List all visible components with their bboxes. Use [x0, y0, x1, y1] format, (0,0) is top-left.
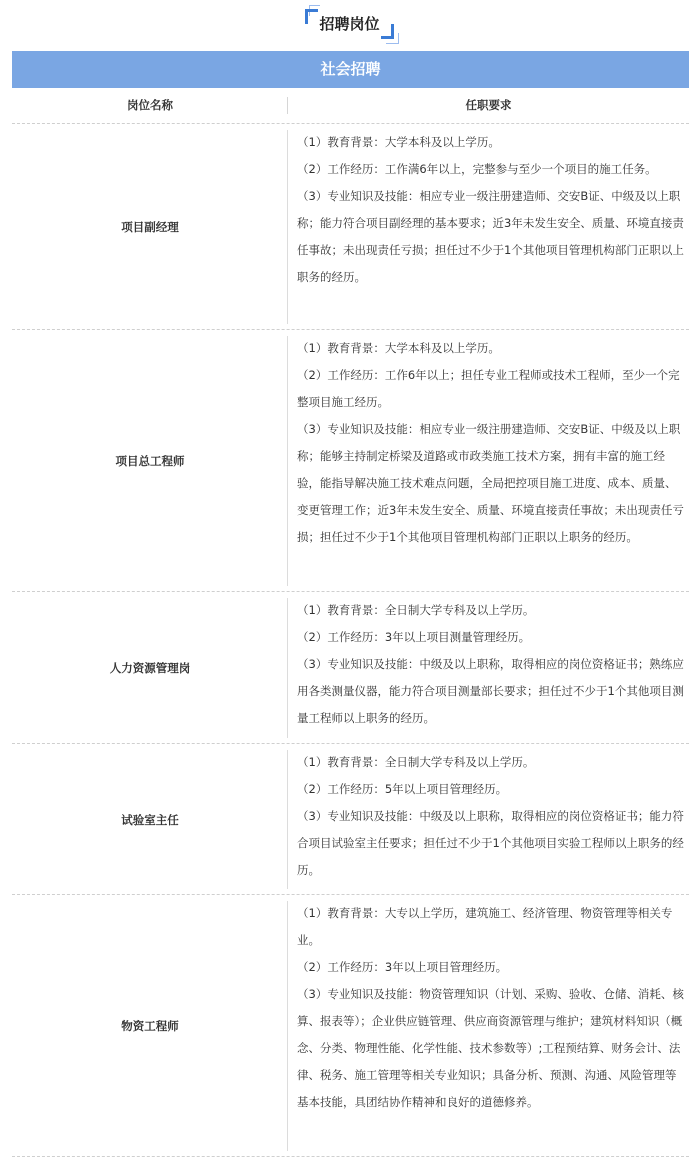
requirements-list: [297, 900, 687, 1116]
requirement-item: （3）专业知识及技能：相应专业一级注册建造师、交安B证、中级及以上职称；能够主持制定桥梁及道路或市政类施工技术方案，拥有丰富的施工经验，能指导解决施工技术难点问题，全局把控项目施工进度、成本、质量、变更管理工作；近3年未发生安全、质量、环境直接责任事故；未出现责任亏损；担任过不少于1个其他项目管理机构部门正职以上职务的经历。: [297, 422, 684, 544]
column-header-position: 岗位名称: [127, 98, 173, 112]
recruitment-table: [12, 88, 689, 1157]
requirement-item: （3）专业知识及技能：中级及以上职称，取得相应的岗位资格证书；能力符合项目试验室主任要求；担任过不少于1个其他项目实验工程师以上职务的经历。: [297, 809, 684, 877]
requirement-item: （1）教育背景：全日制大学专科及以上学历。: [297, 755, 535, 769]
requirement-item: （1）教育背景：大专以上学历，建筑施工、经济管理、物资管理等相关专业。: [297, 906, 673, 947]
table-row: [12, 744, 689, 895]
table-row: [12, 592, 689, 744]
requirement-item: （2）工作经历：3年以上项目测量管理经历。: [297, 630, 531, 644]
requirement-item: （2）工作经历：5年以上项目管理经历。: [297, 782, 508, 796]
page-title: 招聘岗位: [319, 15, 380, 33]
position-name: 试验室主任: [121, 812, 179, 827]
requirement-item: （2）工作经历：工作6年以上；担任专业工程师或技术工程师，至少一个完整项目施工经历。: [297, 368, 680, 409]
requirement-item: （1）教育背景：全日制大学专科及以上学历。: [297, 603, 535, 617]
requirement-item: （3）专业知识及技能：相应专业一级注册建造师、交安B证、中级及以上职称；能力符合项目副经理的基本要求；近3年未发生安全、质量、环境直接责任事故；未出现责任亏损；担任过不少于1个其他项目管理机构部门正职以上职务的经历。: [297, 189, 684, 284]
table-header: [12, 88, 689, 124]
requirement-item: （1）教育背景：大学本科及以上学历。: [297, 341, 500, 355]
table-row: [12, 330, 689, 592]
column-header-requirements: 任职要求: [465, 98, 512, 112]
requirement-item: （3）专业知识及技能：物资管理知识（计划、采购、验收、仓储、消耗、核算、报表等）；企业供应链管理、供应商资源管理与维护；建筑材料知识（概念、分类、物理性能、化学性能、技术参数等）;工程预结算、财务会计、法律、税务、施工管理等相关专业知识；具备分析、预测、沟通、风险管理等基本技能，具团结协作精神和良好的道德修养。: [297, 987, 684, 1109]
position-name: 物资工程师: [121, 1019, 179, 1033]
requirements-list: [297, 597, 687, 732]
requirement-item: （1）教育背景：大学本科及以上学历。: [297, 135, 500, 149]
position-name: 项目副经理: [121, 220, 179, 234]
requirements-list: [297, 335, 687, 551]
page-title-frame: [305, 9, 394, 39]
requirements-list: [297, 749, 687, 884]
position-name: 项目总工程师: [115, 454, 185, 468]
requirement-item: （3）专业知识及技能：中级及以上职称，取得相应的岗位资格证书；熟练应用各类测量仪器，能力符合项目测量部长要求；担任过不少于1个其他项目测量工程师以上职务的经历。: [297, 657, 684, 725]
position-name: 人力资源管理岗: [109, 661, 191, 675]
requirements-list: [297, 129, 687, 291]
requirement-item: （2）工作经历：工作满6年以上，完整参与至少一个项目的施工任务。: [297, 162, 657, 176]
table-row: [12, 124, 689, 330]
requirement-item: （2）工作经历：3年以上项目管理经历。: [297, 960, 508, 974]
table-row: [12, 895, 689, 1157]
title-corner-decoration: [386, 33, 399, 44]
section-header: 社会招聘: [12, 51, 689, 88]
page-title-area: [0, 0, 700, 50]
